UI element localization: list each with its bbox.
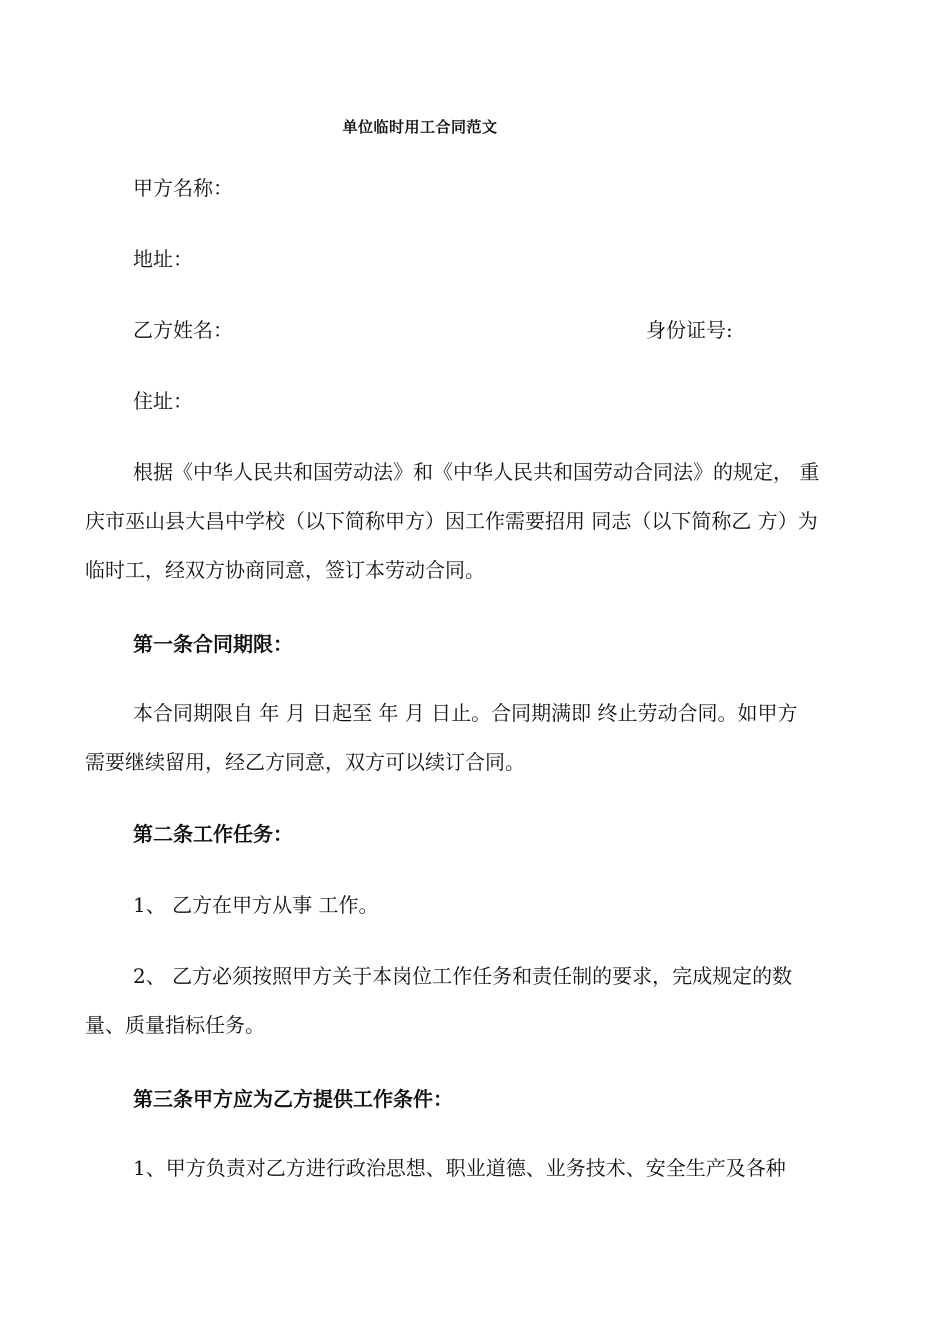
preamble-line-1: 根据《中华人民共和国劳动法》和《中华人民共和国劳动合同法》的规定， 重	[133, 460, 820, 484]
preamble-line-3: 临时工，经双方协商同意，签订本劳动合同。	[85, 558, 485, 582]
article-2-item-2-line-1: 2、 乙方必须按照甲方关于本岗位工作任务和责任制的要求，完成规定的数	[133, 964, 793, 988]
article-3-item-1: 1、甲方负责对乙方进行政治思想、职业道德、业务技术、安全生产及各种	[133, 1156, 786, 1180]
address-label: 地址：	[133, 247, 193, 271]
preamble-line-2: 庆市巫山县大昌中学校（以下简称甲方）因工作需要招用 同志（以下简称乙 方）为	[85, 509, 818, 533]
article-1-line-1: 本合同期限自 年 月 日起至 年 月 日止。合同期满即 终止劳动合同。如甲方	[133, 701, 798, 725]
residence-label: 住址：	[133, 389, 193, 413]
article-2-item-2-line-2: 量、质量指标任务。	[85, 1013, 265, 1037]
article-1-paragraph	[85, 689, 870, 787]
article-1-line-2: 需要继续留用，经乙方同意，双方可以续订合同。	[85, 750, 525, 774]
article-2-item-2	[85, 952, 870, 1050]
article-2-heading: 第二条工作任务：	[133, 822, 293, 846]
article-2-item-1: 1、 乙方在甲方从事 工作。	[133, 893, 379, 917]
party-b-name-label: 乙方姓名：	[133, 318, 233, 342]
party-a-name-label: 甲方名称：	[133, 176, 233, 200]
article-3-heading: 第三条甲方应为乙方提供工作条件：	[133, 1087, 453, 1111]
article-1-heading: 第一条合同期限：	[133, 632, 293, 656]
preamble-paragraph	[85, 448, 870, 595]
id-number-label: 身份证号:	[646, 318, 733, 342]
document-title: 单位临时用工合同范文	[342, 118, 498, 136]
